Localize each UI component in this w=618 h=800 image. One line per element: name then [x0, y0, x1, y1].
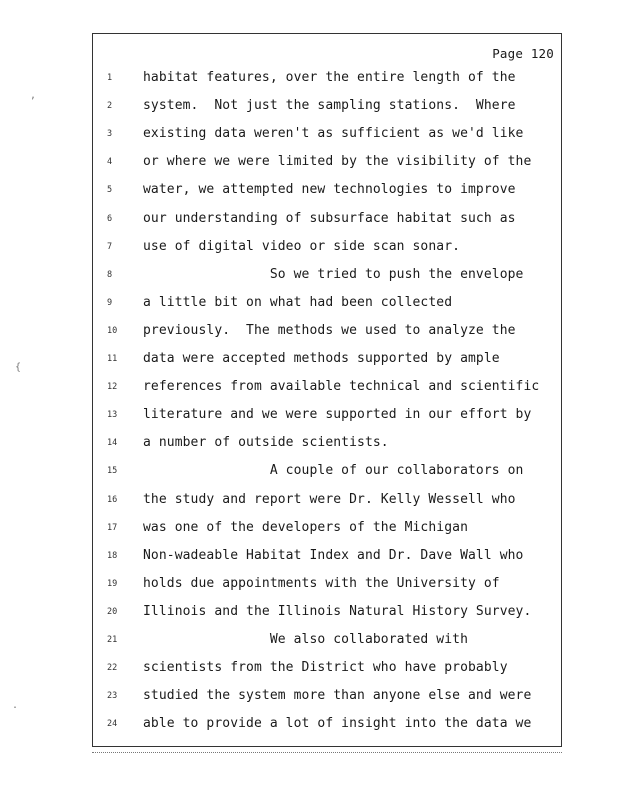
line-number: 22: [107, 663, 118, 674]
margin-mark-icon: ,: [30, 90, 37, 101]
transcript-line: the study and report were Dr. Kelly Wessell who: [143, 491, 516, 507]
margin-mark-icon: .: [12, 700, 19, 711]
line-number: 24: [107, 719, 118, 730]
line-number: 21: [107, 635, 118, 645]
transcript-line: able to provide a lot of insight into the data we: [143, 716, 532, 732]
transcript-line: literature and we were supported in our effort by: [143, 407, 532, 423]
line-number: 12: [107, 382, 118, 393]
line-number: 6: [107, 213, 113, 224]
transcript-line: was one of the developers of the Michigan: [143, 519, 468, 535]
line-number: 4: [107, 157, 113, 168]
transcript-line: holds due appointments with the University of: [143, 575, 500, 591]
page-number: Page 120: [492, 46, 554, 61]
line-number: 20: [107, 606, 118, 617]
transcript-line: data were accepted methods supported by ample: [143, 351, 500, 366]
margin-mark-icon: {: [15, 362, 22, 373]
transcript-line: a little bit on what had been collected: [143, 294, 453, 310]
transcript-line: use of digital video or side scan sonar.: [143, 238, 461, 254]
transcript-line: So we tried to push the envelope: [143, 266, 524, 282]
line-number: 2: [107, 101, 113, 112]
line-number: 17: [107, 522, 118, 533]
transcript-line: scientists from the District who have probably: [143, 660, 508, 676]
transcript-line: existing data weren't as sufficient as we'd like: [143, 126, 524, 142]
line-number: 19: [107, 578, 118, 589]
transcript-line: habitat features, over the entire length of the: [143, 70, 516, 85]
transcript-line: Illinois and the Illinois Natural History Survey.: [143, 603, 532, 619]
transcript-line: references from available technical and scientific: [143, 379, 540, 395]
transcript-line: or where we were limited by the visibility of the: [143, 154, 532, 170]
bottom-rule: [92, 752, 562, 753]
line-number: 23: [107, 691, 118, 702]
transcript-line: studied the system more than anyone else and were: [143, 688, 532, 704]
line-number: 14: [107, 438, 118, 449]
transcript-line: our understanding of subsurface habitat such as: [143, 210, 516, 226]
transcript-line: Non-wadeable Habitat Index and Dr. Dave Wall who: [143, 547, 524, 563]
line-number: 16: [107, 494, 118, 505]
line-number: 8: [107, 269, 113, 280]
line-number: 11: [107, 354, 118, 364]
line-number: 18: [107, 550, 118, 561]
line-number: 10: [107, 325, 118, 336]
transcript-line: a number of outside scientists.: [143, 435, 389, 451]
transcript-line: A couple of our collaborators on: [143, 463, 524, 479]
line-number: 15: [107, 466, 118, 477]
transcript-line: previously. The methods we used to analyze the: [143, 322, 516, 338]
transcript-line: water, we attempted new technologies to improve: [143, 182, 516, 198]
transcript-line: system. Not just the sampling stations. Where: [143, 98, 516, 114]
line-number: 3: [107, 129, 113, 140]
transcript-page: [92, 33, 562, 747]
line-number: 9: [107, 297, 113, 308]
line-number: 5: [107, 185, 113, 196]
transcript-line: We also collaborated with: [143, 632, 468, 647]
line-number: 1: [107, 73, 113, 83]
line-number: 13: [107, 410, 118, 421]
line-number: 7: [107, 241, 113, 252]
